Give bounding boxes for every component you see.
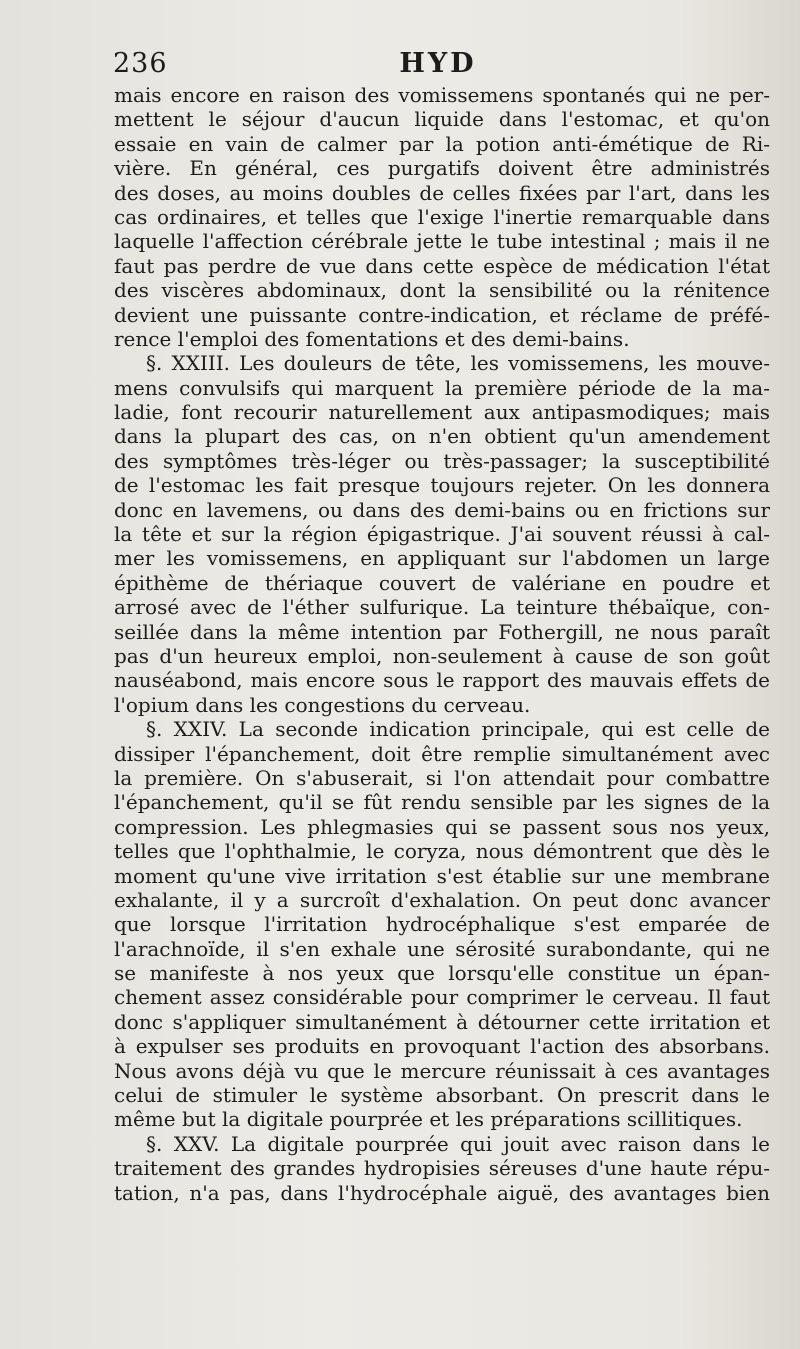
section-heading-line: §. XXV. La digitale pourprée qui jouit avec raison dans le [146,1131,770,1156]
text-line: de l'estomac les fait presque toujours rejeter. On les donnera [114,473,770,498]
text-line: faut pas perdre de vue dans cette espèce de médication l'état [114,253,770,278]
text-line: donc s'appliquer simultanément à détourner cette irritation et [114,1009,770,1034]
text-line: l'arachnoïde, il s'en exhale une sérosité surabondante, qui ne [114,936,770,961]
text-line: donc en lavemens, ou dans des demi-bains ou en frictions sur [114,497,770,522]
text-line: l'épanchement, qu'il se fût rendu sensible par les signes de la [114,790,770,815]
text-line: seillée dans la même intention par Fothergill, ne nous paraît [114,619,770,644]
text-line: mer les vomissemens, en appliquant sur l'abdomen un large [114,546,770,571]
text-line: la première. On s'abuserait, si l'on attendait pour combattre [114,765,770,790]
text-line: vière. En général, ces purgatifs doivent être administrés [114,156,770,181]
text-line: mens convulsifs qui marquent la première période de la ma- [114,375,770,400]
text-line: à expulser ses produits en provoquant l'action des absorbans. [114,1034,770,1059]
page-header [113,48,763,82]
section-heading-line: §. XXIII. Les douleurs de tête, les vomissemens, les mouve- [146,351,770,376]
text-line: celui de stimuler le système absorbant. On prescrit dans le [114,1083,770,1108]
text-line: se manifeste à nos yeux que lorsqu'elle constitue un épan- [114,961,770,986]
text-line: nauséabond, mais encore sous le rapport des mauvais effets de [114,668,770,693]
text-line: traitement des grandes hydropisies séreuses d'une haute répu- [114,1156,770,1181]
text-line: des symptômes très-léger ou très-passager; la susceptibilité [114,448,770,473]
section-heading-line: §. XXIV. La seconde indication principale, qui est celle de [146,717,770,742]
text-line: mettent le séjour d'aucun liquide dans l'estomac, et qu'on [114,107,770,132]
text-line: cas ordinaires, et telles que l'exige l'inertie remarquable dans [114,204,770,229]
text-line: moment qu'une vive irritation s'est établie sur une membrane [114,863,770,888]
text-line: dans la plupart des cas, on n'en obtient qu'un amendement [114,424,770,449]
text-line: telles que l'ophthalmie, le coryza, nous démontrent que dès le [114,839,770,864]
text-line: rence l'emploi des fomentations et des demi-bains. [114,326,630,351]
text-line: même but la digitale pourprée et les préparations scillitiques. [114,1107,743,1132]
text-line: mais encore en raison des vomissemens spontanés qui ne per- [114,83,770,107]
text-line: tation, n'a pas, dans l'hydrocéphale aiguë, des avantages bien [114,1180,770,1205]
body-text [114,83,770,1205]
text-line: essaie en vain de calmer par la potion anti-émétique de Ri- [114,131,770,156]
text-line: ladie, font recourir naturellement aux antipasmodiques; mais [114,400,770,425]
text-line: Nous avons déjà vu que le mercure réunissait à ces avantages [114,1058,770,1083]
text-line: l'opium dans les congestions du cerveau. [114,692,531,717]
page-number: 236 [113,48,168,79]
text-line: des doses, au moins doubles de celles fixées par l'art, dans les [114,180,770,205]
text-line: compression. Les phlegmasies qui se passent sous nos yeux, [114,814,770,839]
text-line: arrosé avec de l'éther sulfurique. La teinture thébaïque, con- [114,595,770,620]
text-line: épithème de thériaque couvert de valériane en poudre et [114,570,770,595]
text-line: laquelle l'affection cérébrale jette le tube intestinal ; mais il ne [114,229,770,254]
text-line: la tête et sur la région épigastrique. J'ai souvent réussi à cal- [114,522,770,547]
text-line: pas d'un heureux emploi, non-seulement à cause de son goût [114,643,770,668]
text-line: des viscères abdominaux, dont la sensibilité ou la rénitence [114,278,770,303]
text-line: que lorsque l'irritation hydrocéphalique s'est emparée de [114,912,770,937]
text-line: chement assez considérable pour comprimer le cerveau. Il faut [114,985,770,1010]
text-line: exhalante, il y a surcroît d'exhalation. On peut donc avancer [114,887,770,912]
text-line: devient une puissante contre-indication, et réclame de préfé- [114,302,770,327]
text-line: dissiper l'épanchement, doit être remplie simultanément avec [114,741,770,766]
running-head: HYD [399,48,477,79]
